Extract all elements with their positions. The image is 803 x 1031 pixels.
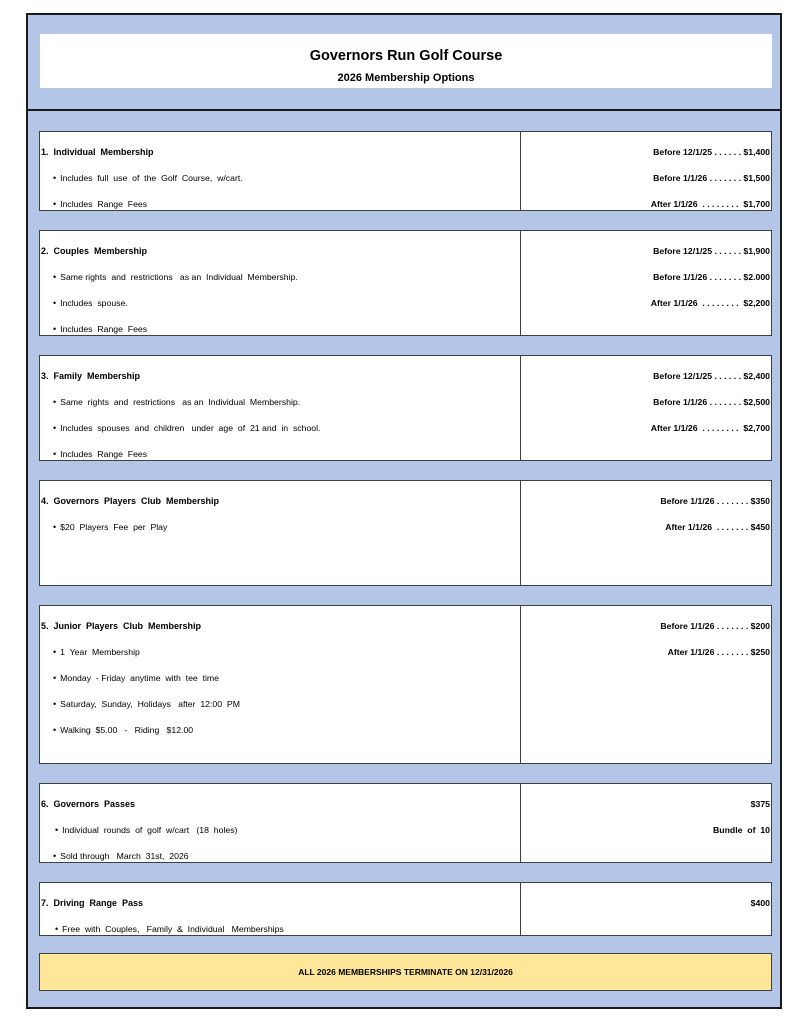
section-governors-passes (39, 783, 772, 863)
section-title: 5. Junior Players Club Membership (41, 621, 202, 631)
bullet-icon: • (53, 699, 57, 709)
price-line: Before 12/1/25 . . . . . . $2,400 (653, 371, 770, 381)
section-title: 6. Governors Passes (41, 799, 136, 809)
price-line: Before 1/1/26 . . . . . . . $350 (660, 496, 770, 506)
list-item: • Includes spouses and children under age of 21 and in school. (53, 423, 321, 433)
price-line: After 1/1/26 . . . . . . . $250 (667, 647, 770, 657)
bullet-icon: • (53, 725, 57, 735)
price-line: Before 1/1/26 . . . . . . . $200 (660, 621, 770, 631)
bullet-icon: • (53, 522, 57, 532)
price-line: After 1/1/26 . . . . . . . . $1,700 (650, 199, 770, 209)
bullet-icon: • (53, 199, 57, 209)
list-item: • Includes Range Fees (53, 324, 148, 334)
bullet-icon: • (53, 272, 57, 282)
termination-notice: ALL 2026 MEMBERSHIPS TERMINATE ON 12/31/2026 (39, 953, 772, 991)
price-line: $400 (750, 898, 770, 908)
list-item: • 1 Year Membership (53, 647, 140, 657)
price-line: $375 (750, 799, 770, 809)
header-box (40, 34, 772, 88)
section-driving-range-pass (39, 882, 772, 936)
membership-sheet (26, 13, 782, 1009)
column-divider (520, 481, 521, 585)
list-item: • Free with Couples, Family & Individual Memberships (55, 924, 284, 934)
price-line: After 1/1/26 . . . . . . . . $2,700 (650, 423, 770, 433)
column-divider (520, 356, 521, 460)
list-item: • Walking $5.00 - Riding $12.00 (53, 725, 194, 735)
section-individual-membership (39, 131, 772, 211)
bullet-icon: • (53, 423, 57, 433)
bullet-icon: • (53, 851, 57, 861)
list-item: • Individual rounds of golf w/cart (18 holes) (55, 825, 238, 835)
price-line: Bundle of 10 (713, 825, 770, 835)
section-couples-membership (39, 230, 772, 336)
section-players-club-membership (39, 480, 772, 586)
page-subtitle: 2026 Membership Options (337, 72, 475, 84)
section-family-membership (39, 355, 772, 461)
section-title: 3. Family Membership (41, 371, 141, 381)
column-divider (520, 883, 521, 935)
bullet-icon: • (53, 449, 57, 459)
header-divider (28, 109, 780, 111)
price-line: Before 12/1/25 . . . . . . $1,400 (653, 147, 770, 157)
bullet-icon: • (53, 324, 57, 334)
section-title: 4. Governors Players Club Membership (41, 496, 220, 506)
bullet-icon: • (55, 825, 59, 835)
column-divider (520, 231, 521, 335)
column-divider (520, 132, 521, 210)
bullet-icon: • (53, 397, 57, 407)
list-item: • Same rights and restrictions as an Individual Membership. (53, 272, 298, 282)
bullet-icon: • (53, 298, 57, 308)
price-line: Before 1/1/26 . . . . . . . $2.000 (653, 272, 770, 282)
section-junior-players-club-membership (39, 605, 772, 764)
column-divider (520, 606, 521, 763)
section-title: 2. Couples Membership (41, 246, 148, 256)
list-item: • Monday - Friday anytime with tee time (53, 673, 220, 683)
price-line: Before 1/1/26 . . . . . . . $1,500 (653, 173, 770, 183)
list-item: • Includes full use of the Golf Course, w/cart. (53, 173, 243, 183)
list-item: • Saturday, Sunday, Holidays after 12:00 PM (53, 699, 240, 709)
page-title: Governors Run Golf Course (309, 48, 503, 64)
price-line: After 1/1/26 . . . . . . . . $2,200 (650, 298, 770, 308)
list-item: • Includes Range Fees (53, 199, 148, 209)
price-line: After 1/1/26 . . . . . . . $450 (665, 522, 770, 532)
column-divider (520, 784, 521, 862)
list-item: • Includes spouse. (53, 298, 128, 308)
bullet-icon: • (53, 673, 57, 683)
bullet-icon: • (53, 173, 57, 183)
bullet-icon: • (55, 924, 59, 934)
list-item: • Sold through March 31st, 2026 (53, 851, 189, 861)
price-line: Before 1/1/26 . . . . . . . $2,500 (653, 397, 770, 407)
list-item: • $20 Players Fee per Play (53, 522, 168, 532)
bullet-icon: • (53, 647, 57, 657)
section-title: 7. Driving Range Pass (41, 898, 144, 908)
list-item: • Includes Range Fees (53, 449, 148, 459)
list-item: • Same rights and restrictions as an Individual Membership. (53, 397, 301, 407)
section-title: 1. Individual Membership (41, 147, 154, 157)
price-line: Before 12/1/25 . . . . . . $1,900 (653, 246, 770, 256)
